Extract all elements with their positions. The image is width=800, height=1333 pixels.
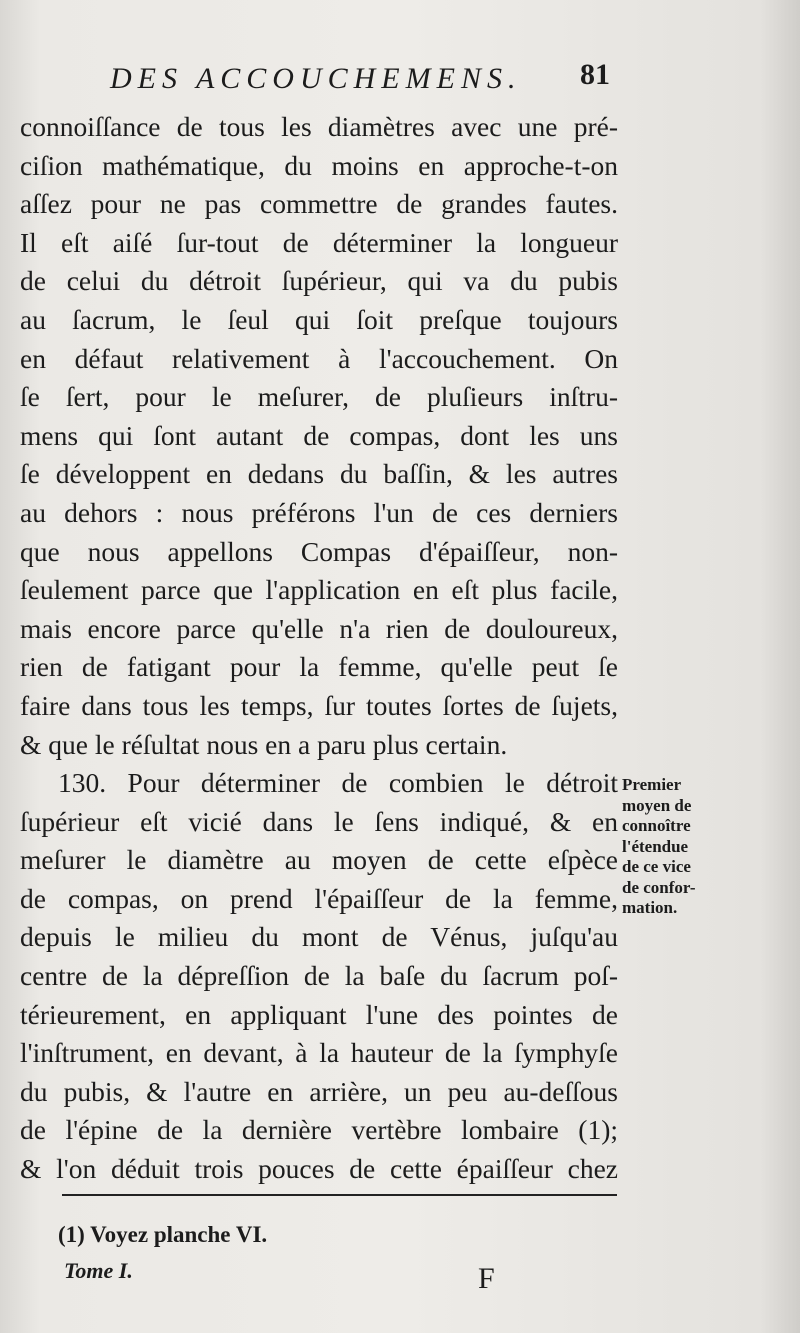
text-line: de compas, on prend l'épaiſſeur de la femme,	[20, 882, 618, 914]
text-line: au ſacrum, le ſeul qui ſoit preſque toujours	[20, 303, 618, 335]
text-line: ciſion mathématique, du moins en approche-t-on	[20, 149, 618, 181]
text-line: & l'on déduit trois pouces de cette épaiſſeur chez	[20, 1153, 618, 1185]
text-line: Il eſt aiſé ſur-tout de déterminer la longueur	[20, 226, 618, 258]
paragraph-2	[20, 764, 618, 1189]
text-line: ſupérieur eſt vicié dans le ſens indiqué, & en	[20, 805, 618, 837]
paragraph-1	[20, 108, 618, 764]
text-line: connoiſſance de tous les diamètres avec une pré-	[20, 111, 618, 142]
text-line: au dehors : nous préférons l'un de ces derniers	[20, 496, 618, 528]
margin-note-line: moyen de	[622, 795, 692, 815]
text-line: de l'épine de la dernière vertèbre lombaire (1);	[20, 1114, 618, 1146]
text-line: rien de fatigant pour la femme, qu'elle peut ſe	[20, 651, 618, 683]
text-line: & que le réſultat nous en a paru plus certain.	[20, 728, 508, 760]
page-number: 81	[580, 58, 610, 91]
margin-note	[622, 775, 734, 919]
text-line: depuis le milieu du mont de Vénus, juſqu'au	[20, 921, 618, 953]
text-line: ſe développent en dedans du baſſin, & les autres	[20, 458, 618, 490]
text-line: en défaut relativement à l'accouchement. On	[20, 342, 618, 374]
text-line: mais encore parce qu'elle n'a rien de douloureux,	[20, 612, 618, 644]
margin-note-line: de ce vice	[622, 857, 691, 876]
text-line: meſurer le diamètre au moyen de cette eſpèce	[20, 844, 618, 876]
margin-note-line: l'étendue	[622, 836, 689, 856]
margin-note-line: connoître	[622, 816, 691, 835]
text-line: ſeulement parce que l'application en eſt plus facile,	[20, 574, 618, 606]
gathering-signature: F	[478, 1262, 495, 1295]
text-line: 130. Pour déterminer de combien le détroit	[58, 767, 618, 799]
text-line: du pubis, & l'autre en arrière, un peu au-deſſous	[20, 1075, 618, 1107]
running-title: DES ACCOUCHEMENS.	[110, 62, 522, 95]
text-line: térieurement, en appliquant l'une des pointes de	[20, 998, 618, 1030]
footnote: (1) Voyez planche VI.	[58, 1222, 268, 1247]
running-header	[110, 58, 610, 102]
text-line: faire dans tous les temps, ſur toutes ſortes de ſujets,	[20, 689, 618, 721]
text-line: mens qui ſont autant de compas, dont les uns	[20, 419, 618, 451]
margin-note-line: Premier	[622, 775, 682, 794]
volume-signature: Tome I.	[64, 1258, 133, 1283]
margin-note-line: mation.	[622, 898, 678, 917]
margin-note-line: de confor-	[622, 877, 696, 897]
text-line: l'inſtrument, en devant, à la hauteur de la ſymphyſe	[20, 1037, 618, 1069]
text-line: centre de la dépreſſion de la baſe du ſacrum poſ-	[20, 960, 618, 992]
text-line: de celui du détroit ſupérieur, qui va du pubis	[20, 265, 618, 297]
text-line: ſe ſert, pour le meſurer, de pluſieurs inſtru-	[20, 381, 618, 413]
text-line: aſſez pour ne pas commettre de grandes fautes.	[20, 188, 618, 220]
footnote-divider	[62, 1194, 617, 1196]
body-text	[20, 108, 618, 1189]
text-line: que nous appellons Compas d'épaiſſeur, non-	[20, 535, 618, 567]
